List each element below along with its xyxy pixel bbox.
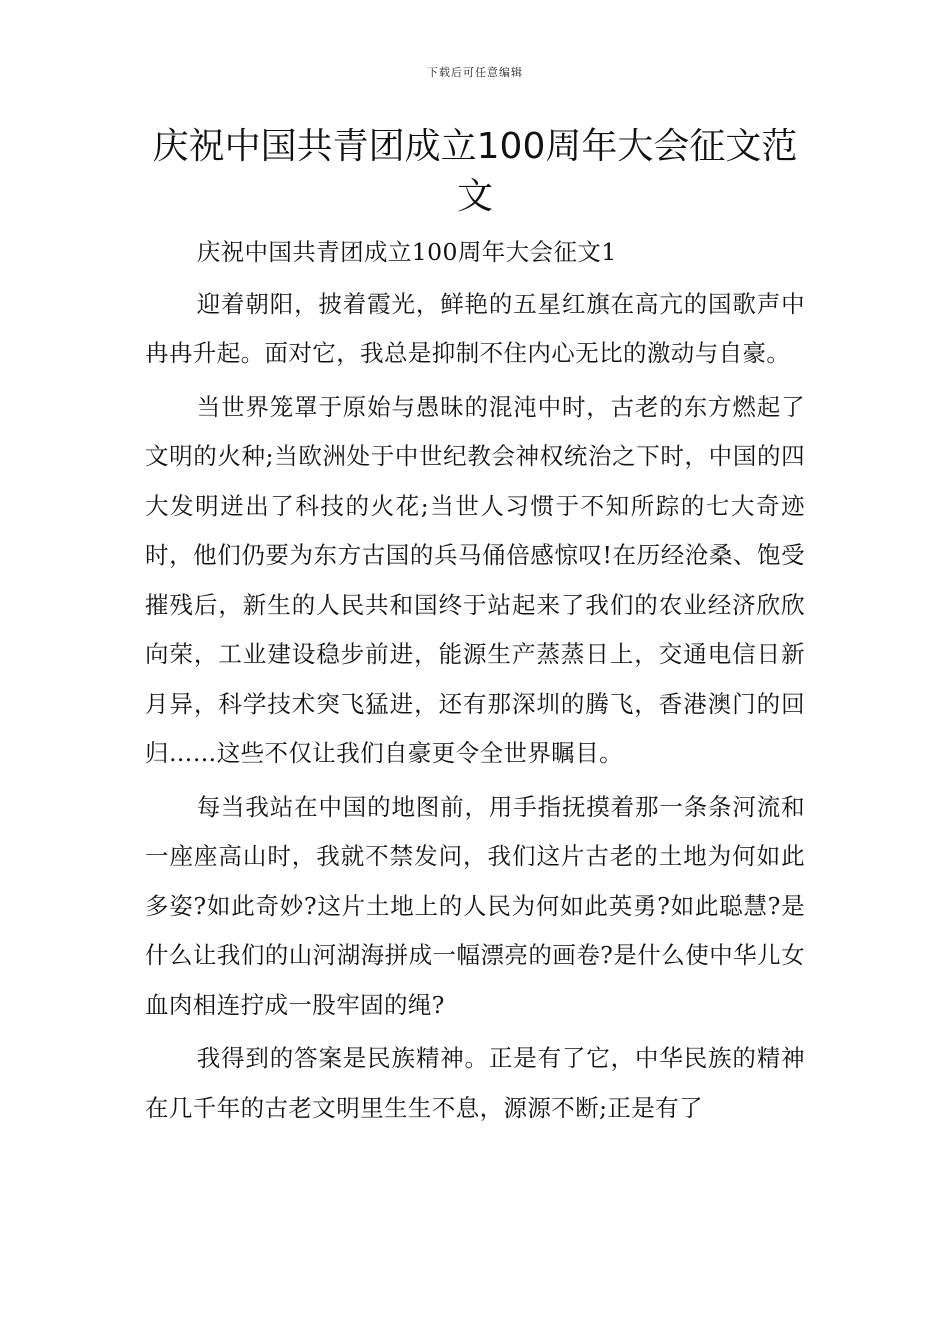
body-paragraph-1: 迎着朝阳，披着霞光，鲜艳的五星红旗在高亢的国歌声中冉冉升起。面对它，我总是抑制不住内心无比的激动与自豪。	[145, 289, 805, 367]
body-paragraph-3: 每当我站在中国的地图前，用手指抚摸着那一条条河流和一座座高山时，我就不禁发问，我们这片古老的土地为何如此多姿?如此奇妙?这片土地上的人民为何如此英勇?如此聪慧?是什么让我们的山河湖海拼成一幅漂亮的画卷?是什么使中华儿女血肉相连拧成一股牢固的绳?	[145, 792, 805, 1019]
document-body	[145, 228, 805, 1137]
body-paragraph-2: 当世界笼罩于原始与愚昧的混沌中时，古老的东方燃起了文明的火种;当欧洲处于中世纪教会神权统治之下时，中国的四大发明迸出了科技的火花;当世人习惯于不知所踪的七大奇迹时，他们仍要为东方古国的兵马俑倍感惊叹!在历经沧桑、饱受摧残后，新生的人民共和国终于站起来了我们的农业经济欣欣向荣，工业建设稳步前进，能源生产蒸蒸日上，交通电信日新月异，科学技术突飞猛进，还有那深圳的腾飞，香港澳门的回归……这些不仅让我们自豪更令全世界瞩目。	[145, 392, 805, 767]
document-subtitle: 庆祝中国共青团成立100周年大会征文1	[196, 238, 617, 266]
header-note: 下载后可任意编辑	[427, 66, 523, 79]
document-title: 庆祝中国共青团成立100周年大会征文范文	[152, 126, 798, 217]
body-paragraph-4: 我得到的答案是民族精神。正是有了它，中华民族的精神在几千年的古老文明里生生不息，源源不断;正是有了	[145, 1044, 805, 1122]
